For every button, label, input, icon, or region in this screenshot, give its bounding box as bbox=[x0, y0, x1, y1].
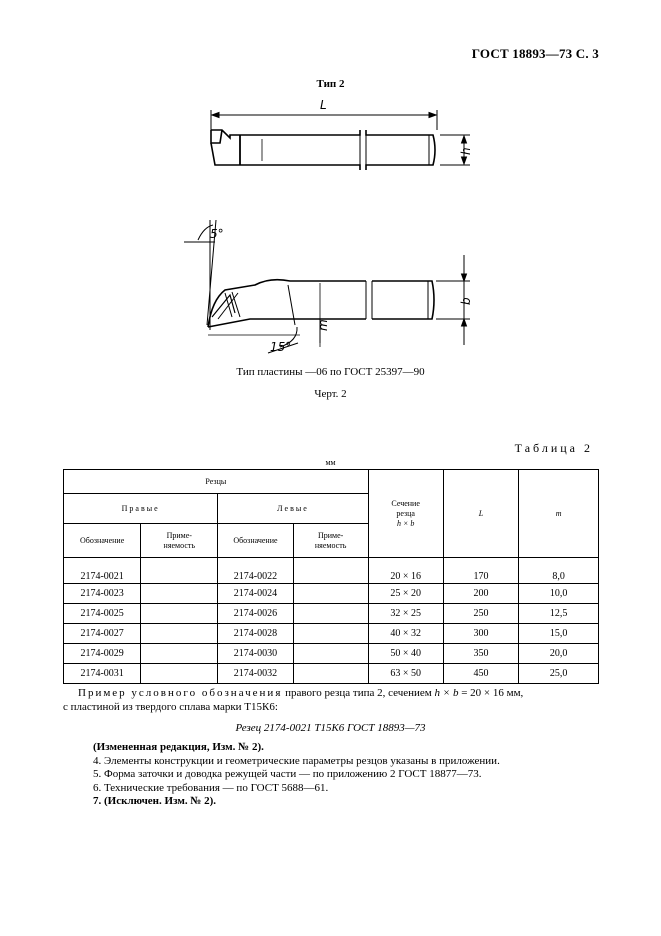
table-row bbox=[64, 664, 599, 684]
cell-right: 2174-0027 bbox=[64, 624, 141, 644]
cell-m: 10,0 bbox=[519, 584, 599, 604]
header-applicability-left: Приме- няемость bbox=[293, 524, 368, 558]
cell-section: 50 × 40 bbox=[368, 644, 443, 664]
cell-m: 15,0 bbox=[519, 624, 599, 644]
plate-caption: Тип пластины —06 по ГОСТ 25397—90 bbox=[236, 366, 425, 378]
table-row bbox=[64, 624, 599, 644]
table-title: Таблица 2 bbox=[514, 441, 593, 455]
cell-empty bbox=[141, 664, 218, 684]
label-angle-5: 5° bbox=[210, 227, 224, 241]
edited-note: (Измененная редакция, Изм. № 2). bbox=[93, 741, 264, 753]
header-left: Левые bbox=[218, 494, 368, 524]
cell-empty bbox=[293, 604, 368, 624]
cell-empty bbox=[141, 584, 218, 604]
header-section: Сечение резца h × b bbox=[368, 470, 443, 558]
cell-empty bbox=[293, 624, 368, 644]
cell-left: 2174-0030 bbox=[218, 644, 293, 664]
label-h: h bbox=[459, 147, 473, 155]
cell-L: 250 bbox=[443, 604, 519, 624]
cell-section: 40 × 32 bbox=[368, 624, 443, 644]
cell-empty bbox=[141, 624, 218, 644]
cell-section: 63 × 50 bbox=[368, 664, 443, 684]
type-title: Тип 2 bbox=[316, 78, 345, 90]
table-row bbox=[64, 644, 599, 664]
header-designation-right: Обозначение bbox=[64, 524, 141, 558]
cell-empty bbox=[293, 664, 368, 684]
label-L: L bbox=[320, 98, 327, 112]
example-spaced-text: Пример условного обозначения bbox=[78, 687, 283, 699]
cell-empty bbox=[293, 584, 368, 604]
cell-left: 2174-0024 bbox=[218, 584, 293, 604]
cell-L: 450 bbox=[443, 664, 519, 684]
cell-m: 8,0 bbox=[519, 558, 599, 584]
cell-right: 2174-0021 bbox=[64, 558, 141, 584]
header-L: L bbox=[443, 470, 519, 558]
cell-right: 2174-0025 bbox=[64, 604, 141, 624]
cell-right: 2174-0031 bbox=[64, 664, 141, 684]
item-6: 6. Технические требования — по ГОСТ 5688—61. bbox=[93, 781, 329, 794]
figure-caption: Черт. 2 bbox=[314, 388, 347, 400]
cell-left: 2174-0028 bbox=[218, 624, 293, 644]
cell-right: 2174-0023 bbox=[64, 584, 141, 604]
cell-L: 300 bbox=[443, 624, 519, 644]
cell-section: 25 × 20 bbox=[368, 584, 443, 604]
cell-m: 12,5 bbox=[519, 604, 599, 624]
label-m: m bbox=[316, 319, 330, 331]
cell-left: 2174-0022 bbox=[218, 558, 293, 584]
item-4: 4. Элементы конструкции и геометрические параметры резцов указаны в приложении. bbox=[93, 754, 500, 767]
cell-empty bbox=[293, 644, 368, 664]
cell-section: 20 × 16 bbox=[368, 558, 443, 584]
header-right: Правые bbox=[64, 494, 218, 524]
label-b: b bbox=[459, 297, 473, 305]
example-paragraph-line2: с пластиной из твердого сплава марки Т15К6: bbox=[63, 701, 278, 713]
cell-L: 200 bbox=[443, 584, 519, 604]
item-5: 5. Форма заточки и доводка режущей части — по приложению 2 ГОСТ 18877—73. bbox=[93, 768, 482, 780]
header-applicability-right: Приме- няемость bbox=[141, 524, 218, 558]
item-7: 7. (Исключен. Изм. № 2). bbox=[93, 795, 217, 807]
notes-list bbox=[93, 741, 613, 809]
cell-L: 350 bbox=[443, 644, 519, 664]
example-paragraph: Пример условного обозначения правого резца типа 2, сечением h × b = 20 × 16 мм, bbox=[78, 687, 524, 699]
cell-left: 2174-0032 bbox=[218, 664, 293, 684]
designation-example: Резец 2174-0021 Т15К6 ГОСТ 18893—73 bbox=[235, 722, 426, 734]
page-header: ГОСТ 18893—73 С. 3 bbox=[471, 46, 599, 61]
dimensions-table bbox=[63, 469, 599, 684]
table-units: мм bbox=[325, 458, 336, 467]
cutter-drawing bbox=[170, 95, 490, 365]
header-m: m bbox=[519, 470, 599, 558]
cell-empty bbox=[141, 644, 218, 664]
header-cutters: Резцы bbox=[64, 470, 369, 494]
cell-m: 20,0 bbox=[519, 644, 599, 664]
cell-left: 2174-0026 bbox=[218, 604, 293, 624]
cell-L: 170 bbox=[443, 558, 519, 584]
label-angle-15: 15° bbox=[270, 340, 292, 354]
cell-right: 2174-0029 bbox=[64, 644, 141, 664]
header-designation-left: Обозначение bbox=[218, 524, 293, 558]
table-row bbox=[64, 558, 599, 584]
table-row bbox=[64, 584, 599, 604]
cell-empty bbox=[141, 604, 218, 624]
cell-empty bbox=[293, 558, 368, 584]
cell-m: 25,0 bbox=[519, 664, 599, 684]
table-row bbox=[64, 604, 599, 624]
cell-section: 32 × 25 bbox=[368, 604, 443, 624]
cell-empty bbox=[141, 558, 218, 584]
